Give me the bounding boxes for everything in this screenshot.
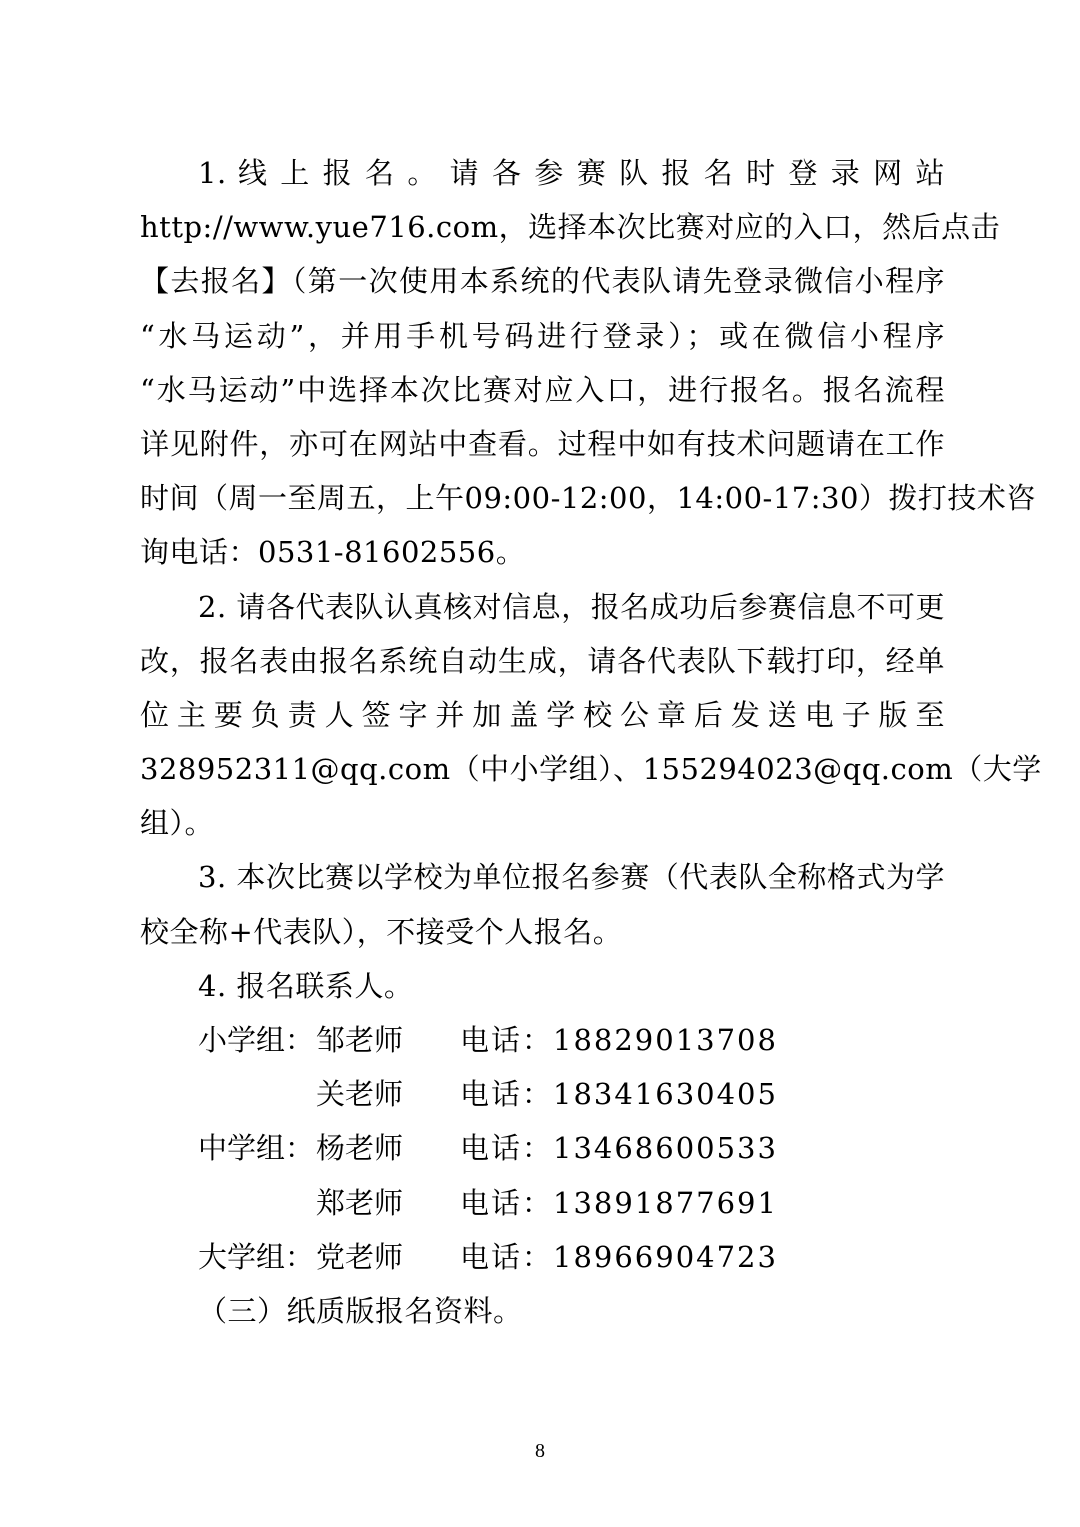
contact-row [140,1176,945,1230]
contact-name: 邹老师 [316,1023,404,1057]
paragraph-line: “水马运动”，并用手机号码进行登录）；或在微信小程序 [140,318,945,353]
paragraph-line: 组）。 [140,806,215,841]
paragraph-line: 328952311@qq.com（中小学组）、155294023@qq.com（大学 [140,752,1042,787]
contact-row [140,1067,945,1121]
paragraph-line: 详见附件，亦可在网站中查看。过程中如有技术问题请在工作 [140,426,945,461]
contact-row [140,1230,945,1284]
paragraph-line: 【去报名】（第一次使用本系统的代表队请先登录微信小程序 [140,264,945,299]
section-heading-paper-materials: （三）纸质版报名资料。 [198,1293,523,1328]
contact-phone: 电话：18966904723 [460,1239,778,1274]
paragraph-school-unit [140,850,945,958]
contact-phone: 电话：18829013708 [460,1023,778,1057]
paragraph-online-registration [140,146,1036,580]
paragraph-line: 2. 请各代表队认真核对信息，报名成功后参赛信息不可更 [198,589,945,624]
paragraph-contacts [140,959,945,1284]
contact-name: 杨老师 [316,1131,404,1166]
paragraph-line: 询电话：0531-81602556。 [140,535,526,570]
page-number: 8 [535,1440,545,1462]
contact-name: 郑老师 [316,1185,404,1220]
paragraph-line: 时间（周一至周五，上午09:00-12:00，14:00-17:30）拨打技术咨 [140,481,1036,516]
contact-phone: 电话：18341630405 [460,1077,778,1112]
contact-group: 小学组： [198,1023,315,1057]
contact-group: 中学组： [198,1131,315,1166]
paragraph-verify-info [140,580,1042,851]
paragraph-line: “水马运动”中选择本次比赛对应入口，进行报名。报名流程 [140,372,945,407]
paragraph-line: 1. 线 上 报 名 。 请 各 参 赛 队 报 名 时 登 录 网 站 [198,156,945,190]
document-body [140,146,1042,1338]
paragraph-line: 位主要负责人签字并加盖学校公章后发送电子版至 [140,697,945,732]
contact-phone: 电话：13468600533 [460,1131,778,1166]
contact-row [140,1013,945,1067]
paragraph-line: http://www.yue716.com，选择本次比赛对应的入口，然后点击 [140,210,1001,245]
contact-name: 关老师 [316,1077,404,1112]
paragraph-line: 校全称+代表队），不接受个人报名。 [140,914,623,949]
paragraph-line: 3. 本次比赛以学校为单位报名参赛（代表队全称格式为学 [198,860,945,895]
contacts-heading: 4. 报名联系人。 [198,968,414,1003]
contact-group: 大学组： [198,1239,315,1274]
contact-row [140,1121,945,1175]
paragraph-line: 改，报名表由报名系统自动生成，请各代表队下载打印，经单 [140,643,945,678]
contact-phone: 电话：13891877691 [460,1185,778,1220]
contact-name: 党老师 [316,1239,404,1274]
